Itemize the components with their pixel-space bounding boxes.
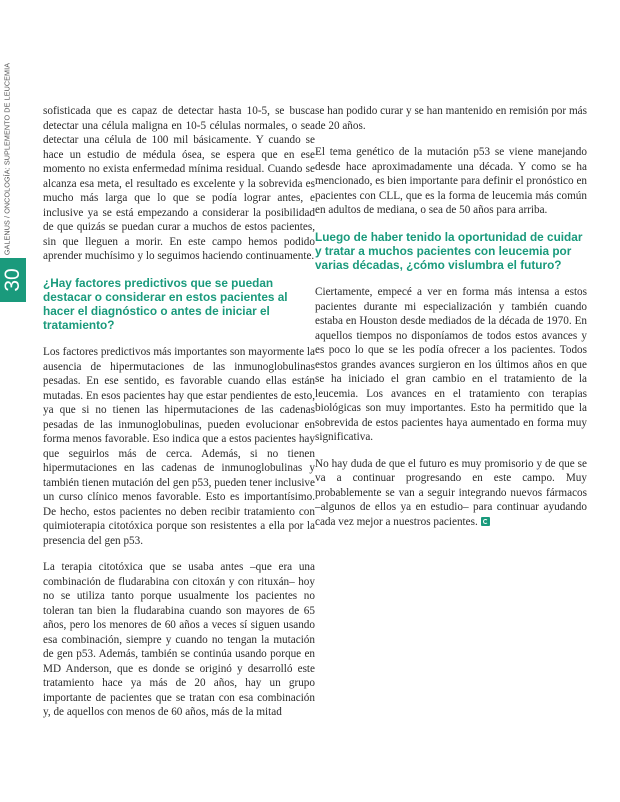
left-paragraph-2: Los factores predictivos más importantes son mayormente la ausencia de hipermutaciones de las inmunoglobulinas pesadas. En ese sentido, es favorable cuando ellas están mutadas. En esos pacientes hay que estar pendientes de esto, ya que si no tienen las hipermutaciones de las cadenas pesadas de las inmunoglobulinas, pueden evolucionar en forma menos favorable. Eso indica que a estos pacientes hay que seguirlos más de cerca. Además, si no tienen hipermutaciones en las cadenas de inmunoglobulinas y también tienen mutación del gen p53, pueden tener inclusive un curso clínico menos favorable. Esto es importantísimo. De hecho, estos pacientes no deben recibir tratamiento con quimioterapia citotóxica porque son resistentes a ella por la presencia del gen p53. [43, 346, 315, 547]
left-question-heading: ¿Hay factores predictivos que se puedan destacar o considerar en estos pacientes al hacer el diagnóstico o antes de iniciar el tratamiento? [43, 275, 288, 333]
right-paragraph-2: El tema genético de la mutación p53 se viene manejando desde hace aproximadamente una década. Y como se ha mencionado, es bien importante para definir el pronóstico en pacientes con CLL, que es la forma de leucemia más común en adultos de mediana, o sea de 50 años para arriba. [315, 146, 587, 216]
right-paragraph-3: Ciertamente, empecé a ver en forma más intensa a estos pacientes durante mi especialización y también cuando estaba en Houston desde mediados de la década de 1970. En aquellos tiempos no disponíamos de todos estos avances y es poco lo que se les podía ofrecer a los pacientes. Todos estos grandes avances surgieron en los últimos años en que se ha iniciado el gran cambio en el tratamiento de la leucemia. Los avances en el tratamiento con terapias biológicas son muy importantes. Esto ha permitido que la sobrevida de estos pacientes haya aumentado en forma muy significativa. [315, 286, 587, 444]
running-header [2, 64, 12, 254]
page-number: 30 [1, 268, 24, 292]
right-column [315, 104, 587, 541]
right-paragraph-4-text: No hay duda de que el futuro es muy promisorio y de que se va a continuar progresando en este campo. Muy probablemente se van a seguir integrando nuevos fármacos –algunos de ellos ya en estudio– para continuar ayudando cada vez mejor a nuestros pacientes. [315, 457, 587, 528]
right-paragraph-1: se han podido curar y se han mantenido en remisión por más de 20 años. [315, 105, 587, 132]
galenus-g-icon [481, 517, 490, 526]
left-column [43, 104, 315, 732]
right-question-heading: Luego de haber tenido la oportunidad de cuidar y tratar a muchos pacientes con leucemia por varias décadas, ¿cómo vislumbra el futuro? [315, 229, 583, 272]
left-paragraph-1: sofisticada que es capaz de detectar hasta 10-5, se busca detectar una célula maligna en 10-5 células normales, o sea detectar una célula de 100 mil básicamente. Y cuando se hace un estudio de médula ósea, se espera que en ese momento no exista enfermedad mínima residual. Cuando se alcanza esa meta, el resultado es excelente y la sobrevida es mucho más larga que lo que se podía lograr antes, e inclusive ya se está empezando a considerar la posibilidad de que quizás se puedan curar a muchos de estos pacientes, sin que lleguen a morir. En este campo hemos podido aprender muchísimo y lo seguimos haciendo continuamente. [43, 105, 315, 262]
right-paragraph-4 [315, 457, 587, 530]
left-paragraph-3: La terapia citotóxica que se usaba antes –que era una combinación de fludarabina con citoxán y con rituxán– hoy no se utiliza tanto porque usualmente los pacientes no toleran tan bien la fludarabina cuando son mayores de 65 años, pero los menores de 60 años a veces sí siguen usando esa combinación, siempre y cuando no tengan la mutación de gen p53. Además, también se continúa usando porque en MD Anderson, que es donde se originó y desarrolló este tratamiento hace ya más de 20 años, hay un grupo importante de pacientes que se tratan con esa combinación y, de aquellos con menos de 60 años, más de la mitad [43, 561, 315, 719]
page-number-tab [0, 258, 26, 302]
running-header-text: GALENUS / ONCOLOGÍA: SUPLEMENTO DE LEUCEMIA [2, 62, 12, 256]
